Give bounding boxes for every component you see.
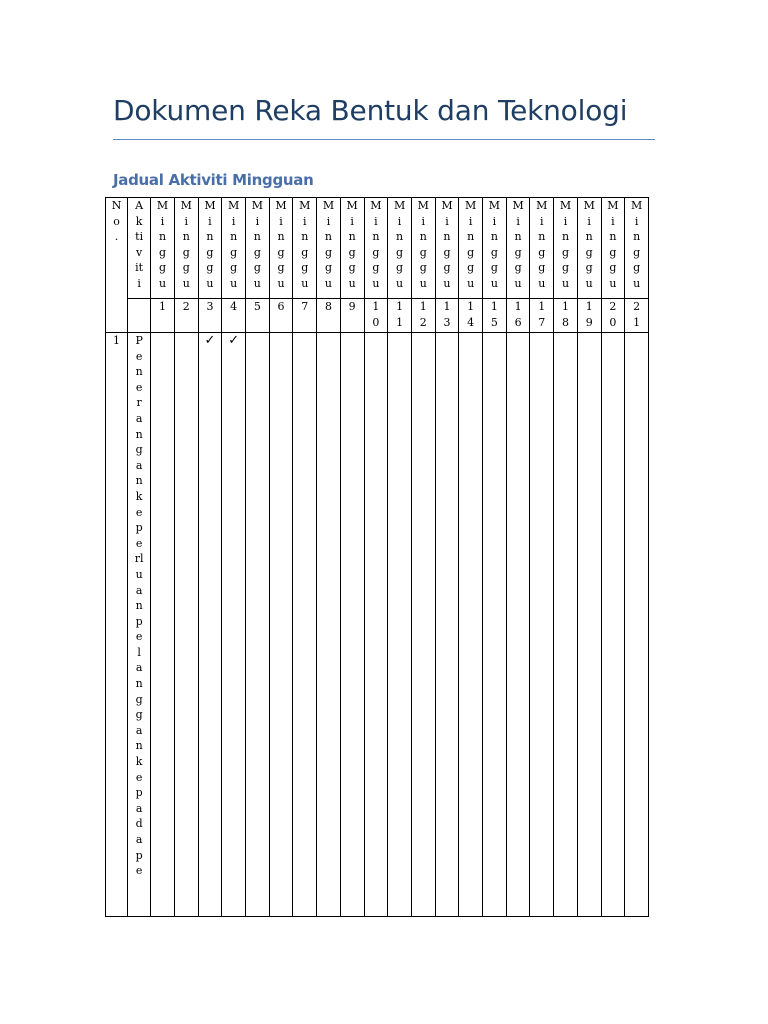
- activity-char: e: [135, 505, 143, 519]
- header-week-label: [459, 198, 483, 299]
- header-week-char: u: [443, 276, 451, 290]
- header-week-label: [151, 198, 175, 299]
- header-week-char: u: [301, 276, 309, 290]
- header-week-char: u: [277, 276, 285, 290]
- header-week-char: n: [490, 230, 498, 244]
- header-week-char: g: [277, 245, 285, 259]
- header-week-char: M: [512, 199, 524, 212]
- header-week-char: n: [348, 230, 356, 244]
- header-week-char: u: [585, 276, 593, 290]
- week-number: [483, 299, 507, 333]
- activity-char: r: [136, 396, 142, 410]
- activity-char: g: [135, 443, 143, 457]
- header-week-char: u: [396, 276, 404, 290]
- header-week-char: n: [396, 230, 404, 244]
- header-week-char: M: [583, 199, 595, 212]
- activity-char: n: [135, 474, 143, 488]
- week-number-digit: 3: [206, 300, 214, 313]
- header-week-char: i: [634, 214, 639, 228]
- header-week-char: i: [421, 214, 426, 228]
- week-number-digit: 1: [396, 315, 404, 329]
- header-week-char: M: [607, 199, 619, 212]
- header-week-label: [222, 198, 246, 299]
- week-number: [293, 299, 317, 333]
- week-number: [388, 299, 412, 333]
- header-week-label: [483, 198, 507, 299]
- header-week-char: u: [419, 276, 427, 290]
- weekly-activity-table: [105, 197, 649, 917]
- header-week-char: i: [445, 214, 449, 228]
- week-number: [364, 299, 388, 333]
- week-number-digit: 5: [253, 300, 261, 313]
- week-number-digit: 1: [467, 300, 475, 313]
- week-number-digit: 7: [301, 300, 309, 313]
- activity-char: rl: [134, 552, 144, 566]
- header-activity-char: it: [135, 261, 144, 275]
- week-number-digit: 6: [514, 315, 522, 329]
- header-week-char: n: [467, 230, 475, 244]
- week-number: [625, 299, 649, 333]
- activity-char: a: [135, 583, 143, 597]
- section-heading: Jadual Aktiviti Mingguan: [113, 171, 314, 189]
- header-week-char: g: [443, 261, 451, 275]
- header-week-char: g: [633, 245, 641, 259]
- header-week-char: u: [230, 276, 238, 290]
- week-number-digit: 9: [585, 315, 593, 329]
- week-number-digit: 9: [348, 300, 356, 313]
- header-week-char: g: [182, 261, 190, 275]
- header-week-char: g: [372, 261, 380, 275]
- week-number-digit: 7: [538, 315, 546, 329]
- week-cell[interactable]: [506, 333, 530, 917]
- document-title: Dokumen Reka Bentuk dan Teknologi: [113, 94, 628, 127]
- header-week-char: u: [538, 276, 546, 290]
- header-week-label: [364, 198, 388, 299]
- week-number-digit: 2: [419, 315, 427, 329]
- header-week-char: g: [230, 245, 238, 259]
- header-week-char: g: [443, 245, 451, 259]
- header-week-char: g: [348, 245, 356, 259]
- activity-char: e: [135, 864, 143, 878]
- week-number: [435, 299, 459, 333]
- week-number: [198, 299, 222, 333]
- header-no-char: o: [113, 214, 120, 228]
- row-number: 1: [106, 333, 128, 917]
- header-week-char: i: [184, 214, 188, 228]
- header-week-char: g: [490, 245, 498, 259]
- week-cell[interactable]: [459, 333, 483, 917]
- week-cell[interactable]: [317, 333, 341, 917]
- header-week-char: u: [633, 276, 641, 290]
- header-activity-char: ti: [135, 230, 144, 244]
- activity-char: a: [135, 723, 143, 737]
- header-week-char: n: [230, 230, 238, 244]
- header-week-char: M: [322, 199, 335, 212]
- activity-char: a: [135, 411, 143, 425]
- week-cell[interactable]: [364, 333, 388, 917]
- header-week-char: i: [540, 214, 544, 228]
- activity-char: u: [135, 567, 143, 581]
- week-number: [554, 299, 578, 333]
- activity-char: e: [135, 630, 143, 644]
- header-week-char: g: [324, 245, 332, 259]
- header-week-label: [411, 198, 435, 299]
- header-week-label: [625, 198, 649, 299]
- header-week-label: [340, 198, 364, 299]
- activity-cell: [128, 333, 151, 917]
- week-number-digit: 8: [324, 300, 332, 313]
- week-cell[interactable]: [151, 333, 175, 917]
- activity-char: d: [135, 817, 143, 831]
- week-number-digit: 1: [396, 300, 404, 313]
- week-number: [222, 299, 246, 333]
- header-week-char: u: [253, 276, 261, 290]
- week-number: [246, 299, 270, 333]
- activity-char: g: [135, 692, 143, 706]
- week-number: [411, 299, 435, 333]
- week-number-digit: 2: [609, 300, 617, 313]
- header-week-char: i: [516, 214, 520, 228]
- header-week-char: g: [324, 261, 332, 275]
- week-cell[interactable]: [222, 333, 246, 917]
- header-week-char: M: [630, 199, 643, 212]
- week-cell[interactable]: [411, 333, 435, 917]
- header-week-char: g: [561, 261, 570, 275]
- header-week-char: n: [633, 230, 641, 244]
- header-week-char: g: [206, 245, 214, 259]
- header-week-char: g: [182, 245, 190, 259]
- check-mark-icon: ✓: [228, 333, 240, 348]
- week-number-digit: 1: [514, 300, 522, 313]
- header-week-char: g: [538, 245, 546, 259]
- header-week-char: g: [348, 261, 356, 275]
- activity-char: a: [135, 833, 143, 846]
- activity-char: k: [135, 755, 143, 769]
- header-week-label: [554, 198, 578, 299]
- header-week-char: g: [301, 245, 309, 259]
- header-week-char: g: [490, 261, 498, 275]
- header-no-char: N: [111, 199, 122, 212]
- header-activity-char: i: [137, 276, 141, 290]
- header-week-char: M: [228, 199, 240, 212]
- header-week-char: n: [253, 230, 261, 244]
- header-week-char: M: [180, 199, 192, 212]
- header-week-char: g: [206, 261, 214, 275]
- header-week-char: M: [251, 199, 263, 212]
- header-week-char: i: [255, 214, 260, 228]
- header-week-label: [601, 198, 625, 299]
- header-week-char: n: [443, 230, 451, 244]
- activity-char: p: [135, 848, 143, 862]
- week-number-digit: 1: [490, 300, 498, 313]
- header-week-char: M: [559, 199, 572, 212]
- week-number: [174, 299, 198, 333]
- activity-char: a: [135, 801, 143, 815]
- header-week-char: n: [372, 230, 380, 244]
- activity-char: e: [135, 349, 143, 363]
- week-number: [340, 299, 364, 333]
- header-week-char: g: [230, 261, 238, 275]
- header-week-char: g: [301, 261, 309, 275]
- week-number-digit: 1: [585, 300, 593, 313]
- header-week-char: u: [206, 276, 214, 290]
- header-week-char: i: [302, 214, 307, 228]
- week-number-digit: 3: [443, 315, 451, 329]
- activity-char: n: [135, 677, 143, 691]
- week-cell[interactable]: [530, 333, 554, 917]
- week-cell[interactable]: [198, 333, 222, 917]
- header-week-char: n: [277, 230, 285, 244]
- week-number-digit: 2: [633, 300, 641, 313]
- header-week-char: g: [609, 245, 617, 259]
- week-number: [459, 299, 483, 333]
- week-number: [506, 299, 530, 333]
- activity-char: a: [135, 458, 143, 472]
- week-number: [601, 299, 625, 333]
- header-week-char: u: [372, 276, 380, 290]
- activity-char: P: [135, 334, 143, 347]
- header-week-char: u: [561, 276, 570, 290]
- header-week-char: i: [160, 214, 165, 228]
- header-week-char: g: [419, 261, 427, 275]
- header-week-char: g: [609, 261, 617, 275]
- table-row: [106, 333, 649, 917]
- header-week-label: [317, 198, 341, 299]
- header-week-label: [577, 198, 601, 299]
- header-week-char: M: [536, 199, 548, 212]
- week-cell[interactable]: [174, 333, 198, 917]
- header-no-char: .: [114, 230, 119, 244]
- header-week-char: M: [204, 199, 216, 212]
- week-number-digit: 1: [419, 300, 427, 313]
- header-week-char: i: [492, 214, 497, 228]
- header-activity-blank: [128, 299, 151, 333]
- header-week-char: M: [465, 199, 477, 212]
- week-cell[interactable]: [246, 333, 270, 917]
- header-week-char: i: [208, 214, 212, 228]
- header-week-char: u: [467, 276, 475, 290]
- header-week-char: u: [609, 276, 617, 290]
- header-week-char: M: [299, 199, 311, 212]
- header-activity-char: k: [135, 214, 143, 228]
- week-number: [269, 299, 293, 333]
- week-number: [151, 299, 175, 333]
- header-week-char: i: [374, 214, 378, 228]
- header-week-char: g: [396, 261, 404, 275]
- header-week-char: g: [467, 261, 475, 275]
- header-week-char: u: [490, 276, 498, 290]
- header-week-char: g: [396, 245, 404, 259]
- activity-char: n: [135, 427, 143, 441]
- header-week-label: [530, 198, 554, 299]
- activity-char: p: [135, 614, 143, 628]
- header-week-char: g: [253, 261, 261, 275]
- week-cell[interactable]: [340, 333, 364, 917]
- week-number-row: [106, 299, 649, 333]
- activity-char: e: [135, 536, 143, 550]
- header-week-char: i: [279, 214, 283, 228]
- header-week-char: i: [587, 214, 591, 228]
- header-week-char: M: [346, 199, 358, 212]
- header-week-char: n: [419, 230, 427, 244]
- header-week-char: i: [468, 214, 473, 228]
- header-week-char: u: [514, 276, 522, 290]
- header-week-label: [198, 198, 222, 299]
- header-week-label: [506, 198, 530, 299]
- header-week-char: g: [467, 245, 475, 259]
- header-activity-char: v: [136, 245, 143, 259]
- check-mark-icon: ✓: [204, 333, 216, 348]
- header-week-label: [293, 198, 317, 299]
- header-week-char: g: [585, 245, 593, 259]
- week-number-digit: 1: [443, 300, 451, 313]
- header-week-char: n: [206, 230, 214, 244]
- header-week-char: g: [538, 261, 546, 275]
- week-number-digit: 5: [490, 315, 498, 329]
- week-number-digit: 1: [561, 300, 569, 313]
- activity-char: p: [135, 521, 143, 535]
- activity-char: n: [135, 599, 143, 613]
- activity-char: p: [135, 786, 143, 800]
- header-week-char: n: [514, 230, 522, 244]
- activity-char: a: [135, 661, 143, 675]
- header-week-char: g: [372, 245, 380, 259]
- header-week-char: n: [609, 230, 617, 244]
- header-week-label: [174, 198, 198, 299]
- week-number: [530, 299, 554, 333]
- week-cell[interactable]: [388, 333, 412, 917]
- week-cell[interactable]: [293, 333, 317, 917]
- header-week-label: [435, 198, 459, 299]
- activity-char: l: [137, 645, 141, 659]
- header-week-char: u: [158, 276, 167, 290]
- header-week-char: i: [611, 214, 615, 228]
- header-week-char: M: [370, 199, 382, 212]
- header-week-char: i: [350, 214, 354, 228]
- week-number-digit: 1: [633, 315, 641, 329]
- header-week-char: g: [514, 245, 522, 259]
- activity-char: e: [135, 770, 143, 784]
- header-week-label: [388, 198, 412, 299]
- header-week-char: n: [538, 230, 546, 244]
- title-underline: [113, 139, 655, 140]
- activity-char: e: [135, 380, 143, 394]
- activity-char: n: [135, 365, 143, 379]
- week-number-digit: 4: [230, 300, 238, 313]
- week-cell[interactable]: [435, 333, 459, 917]
- header-week-char: u: [348, 276, 356, 290]
- activity-char: n: [135, 739, 143, 753]
- week-number: [577, 299, 601, 333]
- week-number: [317, 299, 341, 333]
- header-week-char: g: [277, 261, 285, 275]
- header-week-char: n: [158, 230, 167, 244]
- header-week-char: M: [393, 199, 406, 212]
- header-week-char: M: [417, 199, 429, 212]
- header-week-char: i: [326, 214, 331, 228]
- header-week-char: g: [561, 245, 570, 259]
- header-activity: [128, 198, 151, 299]
- header-week-char: g: [585, 261, 593, 275]
- activity-char: k: [135, 489, 143, 503]
- header-week-char: n: [301, 230, 309, 244]
- activity-char: g: [135, 708, 143, 722]
- header-week-char: i: [397, 214, 402, 228]
- header-row: [106, 198, 649, 299]
- header-week-label: [269, 198, 293, 299]
- header-week-char: M: [275, 199, 287, 212]
- week-cell[interactable]: [577, 333, 601, 917]
- header-week-char: M: [156, 199, 169, 212]
- header-week-char: n: [182, 230, 190, 244]
- week-number-digit: 8: [561, 315, 569, 329]
- header-week-char: u: [324, 276, 332, 290]
- week-number-digit: 1: [538, 300, 546, 313]
- header-week-char: g: [633, 261, 641, 275]
- header-week-char: M: [488, 199, 501, 212]
- week-cell[interactable]: [601, 333, 625, 917]
- week-cell[interactable]: [554, 333, 578, 917]
- header-week-char: g: [159, 261, 167, 275]
- week-number-digit: 1: [159, 300, 167, 313]
- header-week-char: g: [419, 245, 427, 259]
- week-number-digit: 2: [182, 300, 190, 313]
- header-activity-char: A: [135, 199, 144, 212]
- week-number-digit: 6: [277, 300, 285, 313]
- week-number-digit: 1: [372, 300, 380, 313]
- header-week-char: i: [563, 214, 568, 228]
- week-number-digit: 0: [609, 315, 617, 329]
- header-week-char: n: [324, 230, 332, 244]
- header-week-char: n: [585, 230, 593, 244]
- week-number-digit: 0: [372, 315, 380, 329]
- header-week-char: i: [231, 214, 236, 228]
- header-week-label: [246, 198, 270, 299]
- header-week-char: n: [561, 230, 570, 244]
- header-no: [106, 198, 128, 333]
- header-week-char: g: [159, 245, 167, 259]
- header-week-char: u: [182, 276, 190, 290]
- header-week-char: g: [253, 245, 261, 259]
- header-week-char: M: [441, 199, 453, 212]
- week-cell[interactable]: [483, 333, 507, 917]
- week-number-digit: 4: [467, 315, 475, 329]
- week-cell[interactable]: [269, 333, 293, 917]
- header-week-char: g: [514, 261, 522, 275]
- week-cell[interactable]: [625, 333, 649, 917]
